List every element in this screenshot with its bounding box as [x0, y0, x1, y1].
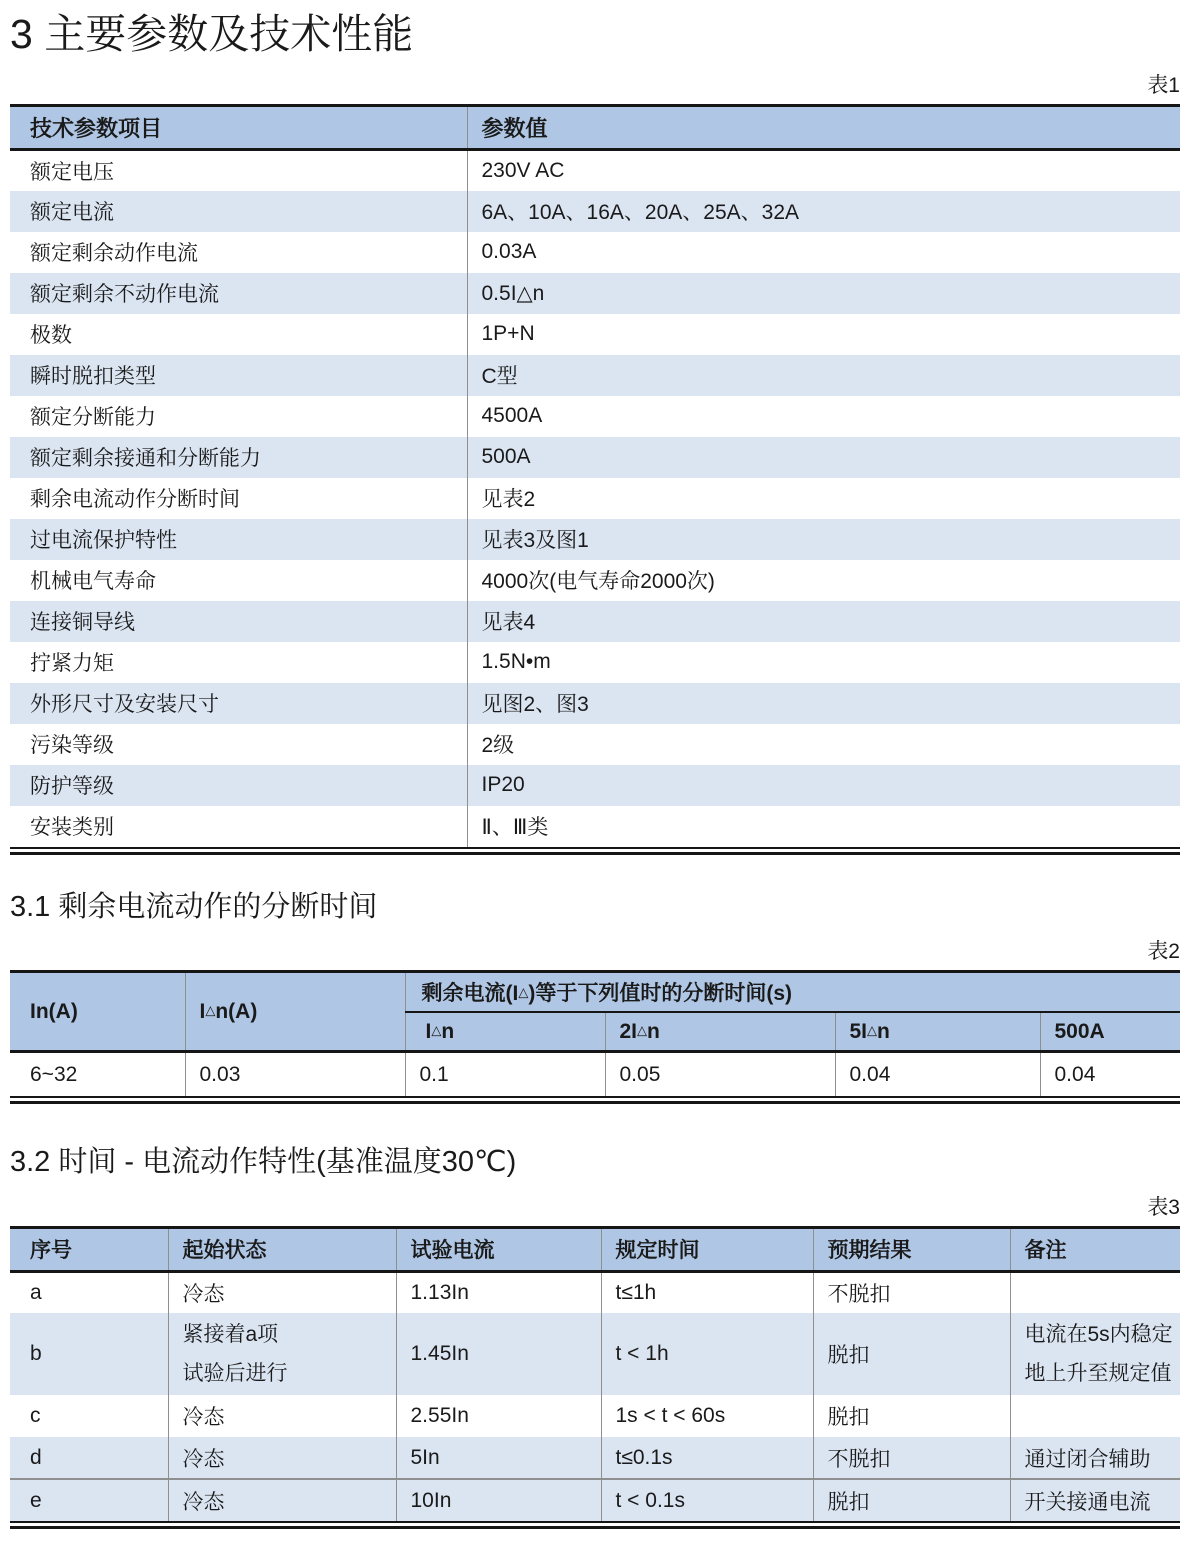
table-row: [10, 724, 1180, 765]
table1-header-row: [10, 106, 1180, 150]
table3-header-state: 起始状态: [168, 1227, 396, 1271]
table-row-b: [10, 1313, 1180, 1395]
param-name-cell: 额定剩余不动作电流: [10, 273, 467, 314]
table1-header-item: 技术参数项目: [10, 106, 467, 150]
time-cell: t < 0.1s: [601, 1479, 813, 1521]
current-cell: 5In: [396, 1437, 601, 1479]
result-cell: 不脱扣: [813, 1437, 1010, 1479]
param-name-cell: 额定电流: [10, 191, 467, 232]
param-name-cell: 额定剩余接通和分断能力: [10, 437, 467, 478]
current-cell: 1.45In: [396, 1313, 601, 1395]
time-cell: 1s < t < 60s: [601, 1395, 813, 1437]
table3-header-current: 试验电流: [396, 1227, 601, 1271]
document-page: [0, 10, 1200, 1529]
section-3-1-title: 3.1 剩余电流动作的分断时间: [10, 890, 378, 923]
no-cell: d: [10, 1437, 168, 1479]
state-cell: 冷态: [168, 1437, 396, 1479]
param-value-cell: C型: [481, 365, 518, 389]
table3-bottom-rule: [10, 1521, 1180, 1529]
table3-label: 表3: [1147, 1195, 1180, 1219]
param-value-cell: 见表4: [481, 611, 536, 635]
param-value-cell: 500A: [481, 445, 531, 469]
triangle-symbol: △: [431, 1021, 442, 1037]
table2-cell: 0.1: [405, 1052, 605, 1097]
table-row-d: [10, 1437, 1180, 1479]
param-name-cell: 额定剩余动作电流: [10, 232, 467, 273]
param-name-cell: 额定电压: [10, 150, 467, 191]
param-value-cell: 见表2: [481, 488, 536, 512]
table-row: [10, 396, 1180, 437]
table-row: [10, 806, 1180, 847]
note-cell: 开关接通电流: [1010, 1479, 1180, 1521]
param-name-cell: 机械电气寿命: [10, 560, 467, 601]
param-value-cell: 见表3及图1: [481, 529, 589, 553]
triangle-symbol: △: [867, 1021, 878, 1037]
table2-header-row-1: [10, 972, 1180, 1012]
triangle-symbol: △: [637, 1021, 648, 1037]
note-cell: 通过闭合辅助: [1024, 1447, 1151, 1471]
param-name-cell: 污染等级: [10, 724, 467, 765]
table-row: [10, 150, 1180, 191]
technical-parameters-table: [10, 104, 1180, 847]
no-cell: b: [10, 1313, 168, 1395]
current-cell: 10In: [396, 1479, 601, 1521]
table3-header-time: 规定时间: [601, 1227, 813, 1271]
table3-header-row: [10, 1227, 1180, 1271]
param-name-cell: 额定分断能力: [10, 396, 467, 437]
table2-label: 表2: [1147, 940, 1180, 964]
table2-bottom-rule: [10, 1096, 1180, 1104]
table-row-a: [10, 1271, 1180, 1313]
result-cell: 脱扣: [813, 1395, 1010, 1437]
table-row: [10, 437, 1180, 478]
section-3-2-title: 3.2 时间 - 电流动作特性(基准温度30℃): [10, 1146, 517, 1179]
table2-cell: 0.04: [835, 1052, 1040, 1097]
param-name-cell: 瞬时脱扣类型: [10, 355, 467, 396]
table-row: [10, 560, 1180, 601]
note-cell: 电流在5s内稳定 地上升至规定值: [1024, 1323, 1173, 1386]
no-cell: a: [10, 1271, 168, 1313]
param-name-cell: 连接铜导线: [10, 601, 467, 642]
current-cell: 1.13In: [396, 1271, 601, 1313]
param-value-cell: IP20: [481, 773, 525, 797]
table2-cell: 0.05: [605, 1052, 835, 1097]
table-row-e: [10, 1479, 1180, 1521]
param-value-cell: Ⅱ、Ⅲ类: [481, 816, 549, 840]
table-row: [10, 765, 1180, 806]
result-cell: 脱扣: [813, 1313, 1010, 1395]
triangle-symbol: △: [518, 984, 529, 1000]
param-name-cell: 过电流保护特性: [10, 519, 467, 560]
table-row: [10, 519, 1180, 560]
table2-subheader-2x: 2I△n: [605, 1012, 835, 1052]
table2-group-header: 剩余电流(I△)等于下列值时的分断时间(s): [405, 972, 1180, 1012]
table1-label: 表1: [1147, 74, 1180, 98]
table1-header-value: 参数值: [467, 106, 1180, 150]
param-value-cell: 4000次(电气寿命2000次): [481, 570, 715, 594]
param-name-cell: 外形尺寸及安装尺寸: [10, 683, 467, 724]
param-value-cell: 230V AC: [481, 159, 565, 183]
table2-cell: 0.04: [1040, 1052, 1180, 1097]
table-row: [10, 478, 1180, 519]
result-cell: 脱扣: [813, 1479, 1010, 1521]
param-value-cell: 0.03A: [481, 240, 537, 264]
param-name-cell: 安装类别: [10, 806, 467, 847]
table2-cell: 6~32: [10, 1052, 185, 1097]
breaking-time-table: [10, 970, 1180, 1096]
table2-header-in: In(A): [10, 972, 185, 1052]
table-row: [10, 355, 1180, 396]
param-name-cell: 防护等级: [10, 765, 467, 806]
table2-subheader-500a: 500A: [1054, 1019, 1105, 1043]
state-cell: 冷态: [168, 1395, 396, 1437]
table2-subheader-5x: 5I△n: [835, 1012, 1040, 1052]
table-row: [10, 191, 1180, 232]
table2-data-row: [10, 1052, 1180, 1097]
state-cell: 紧接着a项 试验后进行: [168, 1313, 396, 1395]
table-row: [10, 642, 1180, 683]
table-row: [10, 314, 1180, 355]
table-row-c: [10, 1395, 1180, 1437]
param-value-cell: 1.5N•m: [481, 650, 551, 674]
no-cell: e: [10, 1479, 168, 1521]
time-current-characteristics-table: [10, 1226, 1180, 1522]
param-name-cell: 剩余电流动作分断时间: [10, 478, 467, 519]
note-cell: [1010, 1271, 1180, 1313]
param-name-cell: 极数: [10, 314, 467, 355]
table3-header-note: 备注: [1010, 1227, 1180, 1271]
table1-bottom-rule: [10, 847, 1180, 855]
current-cell: 2.55In: [396, 1395, 601, 1437]
table-row: [10, 683, 1180, 724]
triangle-symbol: △: [205, 1002, 216, 1018]
param-value-cell: 6A、10A、16A、20A、25A、32A: [481, 201, 800, 225]
table3-header-result: 预期结果: [813, 1227, 1010, 1271]
table2-cell: 0.03: [185, 1052, 405, 1097]
param-value-cell: 2级: [481, 734, 515, 758]
table3-header-no: 序号: [10, 1227, 168, 1271]
param-value-cell: 4500A: [481, 404, 543, 428]
note-cell: [1010, 1395, 1180, 1437]
param-value-cell: 1P+N: [481, 322, 535, 346]
time-cell: t≤1h: [601, 1271, 813, 1313]
state-cell: 冷态: [168, 1479, 396, 1521]
page-title: 3 主要参数及技术性能: [10, 11, 414, 57]
state-cell: 冷态: [168, 1271, 396, 1313]
table-row: [10, 273, 1180, 314]
param-value-cell: 见图2、图3: [481, 693, 589, 717]
no-cell: c: [10, 1395, 168, 1437]
time-cell: t < 1h: [601, 1313, 813, 1395]
param-name-cell: 拧紧力矩: [10, 642, 467, 683]
table-row: [10, 232, 1180, 273]
result-cell: 不脱扣: [813, 1271, 1010, 1313]
param-value-cell: 0.5I△n: [481, 281, 545, 305]
table-row: [10, 601, 1180, 642]
table2-header-idn: I△n(A): [185, 972, 405, 1052]
table2-subheader-1x: I△n: [405, 1012, 605, 1052]
time-cell: t≤0.1s: [601, 1437, 813, 1479]
